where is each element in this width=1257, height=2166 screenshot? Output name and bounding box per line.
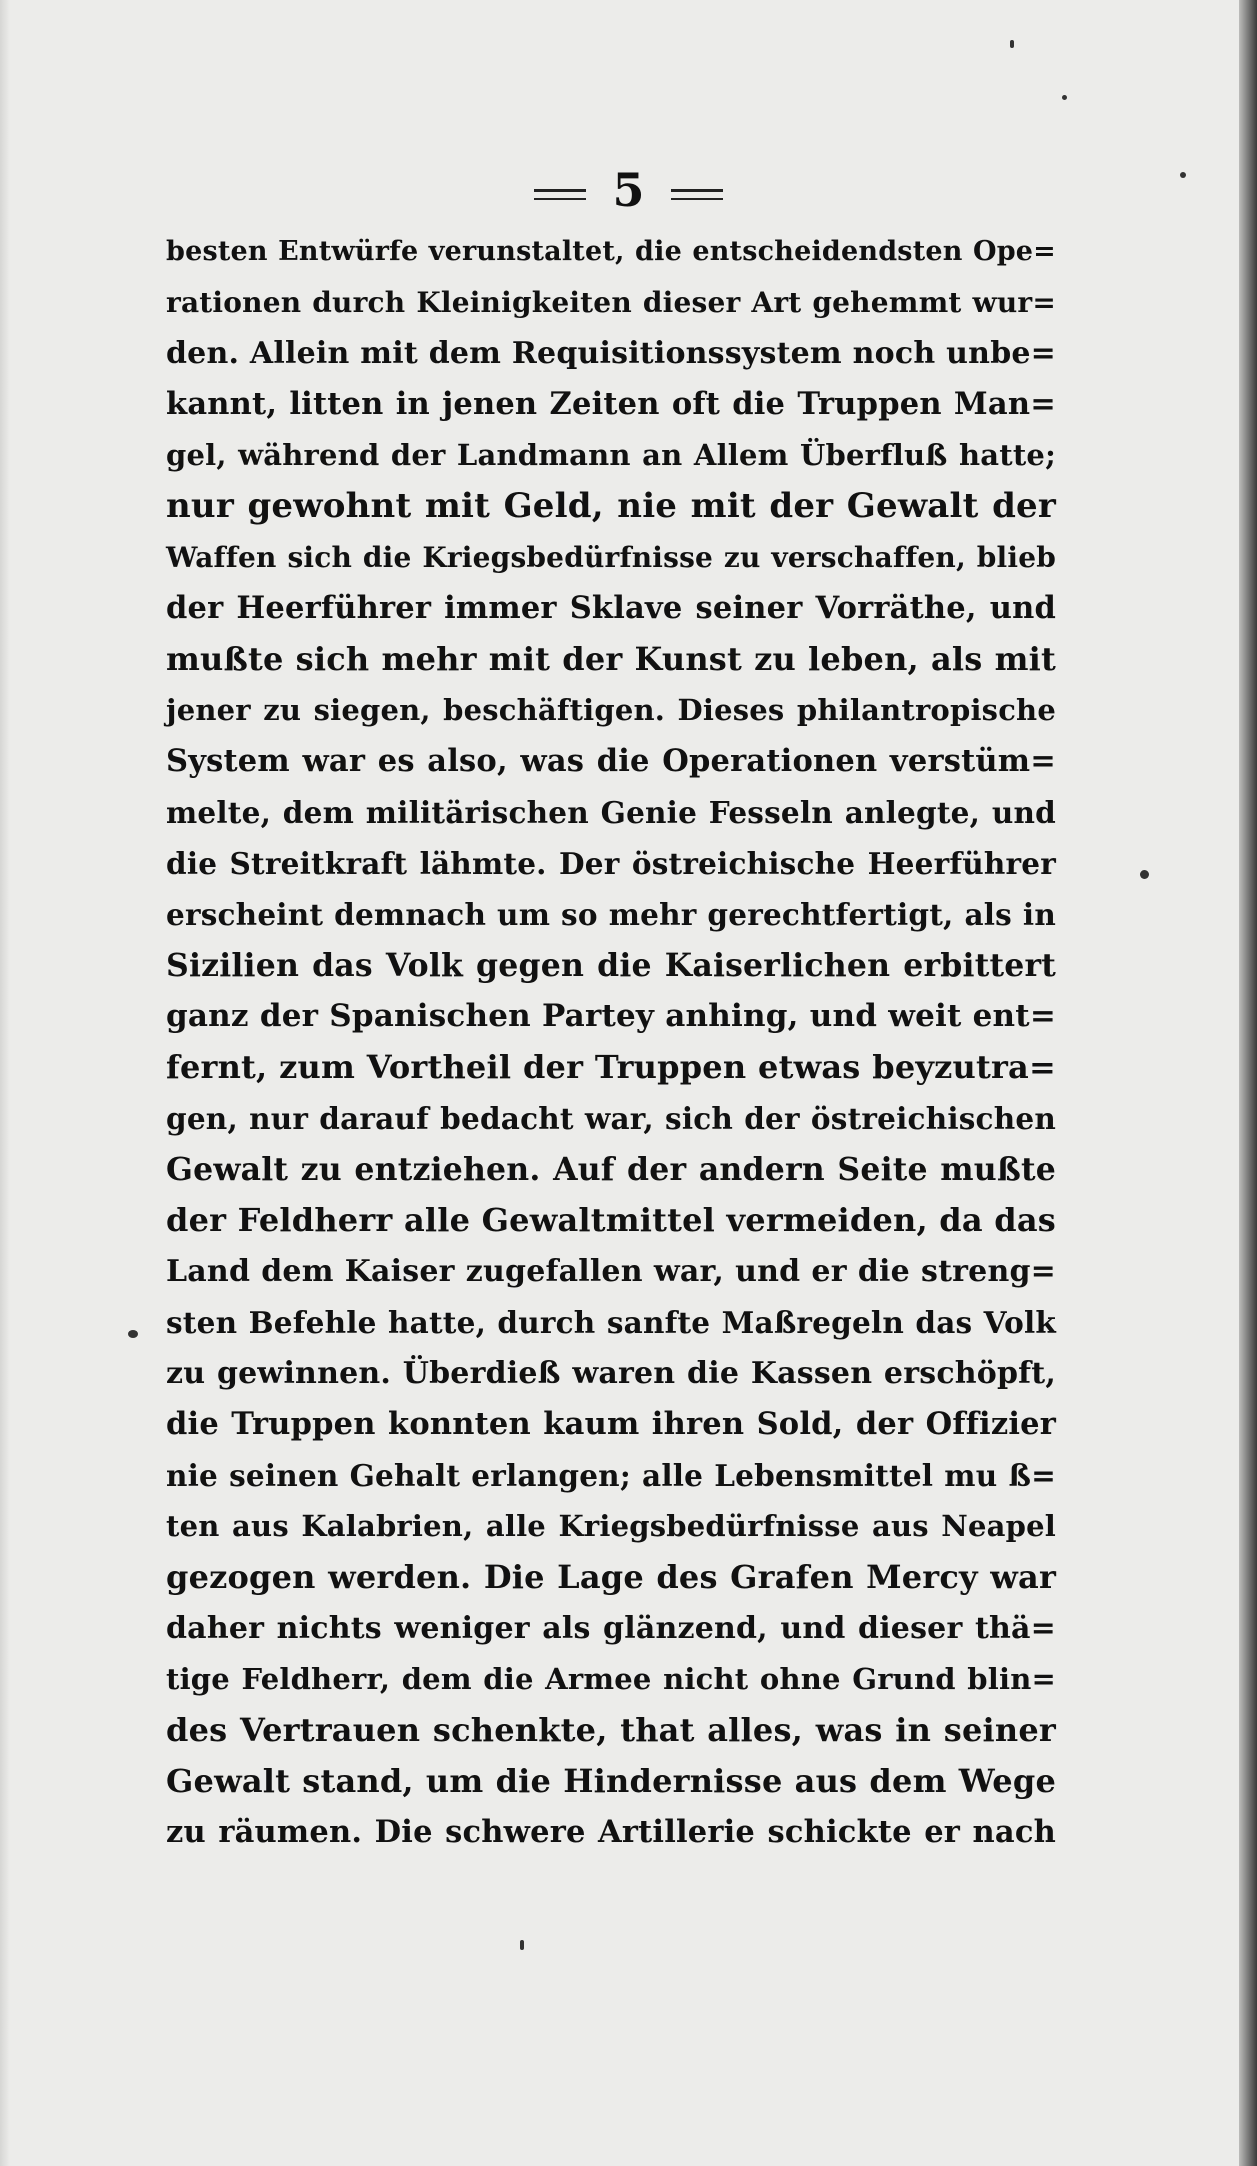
text-line: tige Feldherr, dem die Armee nicht ohne Grund blin= [166,1662,1056,1696]
text-line: rationen durch Kleinigkeiten dieser Art gehemmt wur= [166,286,1056,319]
text-line: Waffen sich die Kriegsbedürfnisse zu verschaffen, blieb [166,541,1056,574]
scan-speck [1062,95,1067,100]
scan-speck [128,1330,138,1338]
text-line: zu gewinnen. Überdieß waren die Kassen erschöpft, [166,1356,1056,1391]
page-left-edge [0,0,10,2166]
text-line: mußte sich mehr mit der Kunst zu leben, als mit [166,640,1056,678]
header-ornament-right [671,189,723,200]
page-number: 5 [612,163,645,217]
text-line: Gewalt stand, um die Hindernisse aus dem Wege [166,1762,1056,1800]
text-line: kannt, litten in jenen Zeiten oft die Truppen Man= [166,386,1056,422]
text-line: nur gewohnt mit Geld, nie mit der Gewalt der [166,486,1056,526]
text-line: den. Allein mit dem Requisitionssystem noch unbe= [166,336,1056,371]
text-line: ganz der Spanischen Partey anhing, und weit ent= [166,998,1056,1034]
body-text [166,226,1056,1858]
page-header [0,165,1257,215]
text-line: melte, dem militärischen Genie Fesseln anlegte, und [166,795,1056,830]
text-line: gezogen werden. Die Lage des Grafen Mercy war [166,1558,1056,1596]
header-ornament-left [534,189,586,200]
scan-speck [1010,40,1014,48]
text-line: ten aus Kalabrien, alle Kriegsbedürfnisse aus Neapel [166,1509,1056,1543]
text-line: zu räumen. Die schwere Artillerie schickte er nach [166,1814,1056,1850]
text-line: Land dem Kaiser zugefallen war, und er die streng= [166,1254,1056,1289]
text-line: des Vertrauen schenkte, that alles, was in seiner [166,1711,1056,1749]
page-binding-edge [1239,0,1257,2166]
text-line: daher nichts weniger als glänzend, und dieser thä= [166,1611,1056,1646]
text-line: Sizilien das Volk gegen die Kaiserlichen erbittert [166,947,1056,984]
text-line: gen, nur darauf bedacht war, sich der östreichischen [166,1101,1056,1136]
text-line: fernt, zum Vortheil der Truppen etwas beyzutra= [166,1048,1056,1086]
text-line: Gewalt zu entziehen. Auf der andern Seite mußte [166,1151,1056,1188]
text-line: nie seinen Gehalt erlangen; alle Lebensmittel mu ß= [166,1458,1056,1493]
text-line: sten Befehle hatte, durch sanfte Maßregeln das Volk [166,1305,1056,1340]
text-line: die Streitkraft lähmte. Der östreichische Heerführer [166,846,1056,881]
text-line: jener zu siegen, beschäftigen. Dieses philantropische [166,693,1056,727]
text-line: der Heerführer immer Sklave seiner Vorräthe, und [166,590,1056,626]
text-line: die Truppen konnten kaum ihren Sold, der Offizier [166,1406,1056,1442]
text-line: System war es also, was die Operationen verstüm= [166,743,1056,779]
text-line: der Feldherr alle Gewaltmittel vermeiden, da das [166,1201,1056,1239]
text-line: erscheint demnach um so mehr gerechtfertigt, als in [166,897,1056,932]
scan-speck [1140,870,1149,879]
text-line: gel, während der Landmann an Allem Überfluß hatte; [166,438,1056,472]
scan-speck [520,1940,524,1950]
text-line: besten Entwürfe verunstaltet, die entscheidendsten Ope= [166,236,1056,267]
